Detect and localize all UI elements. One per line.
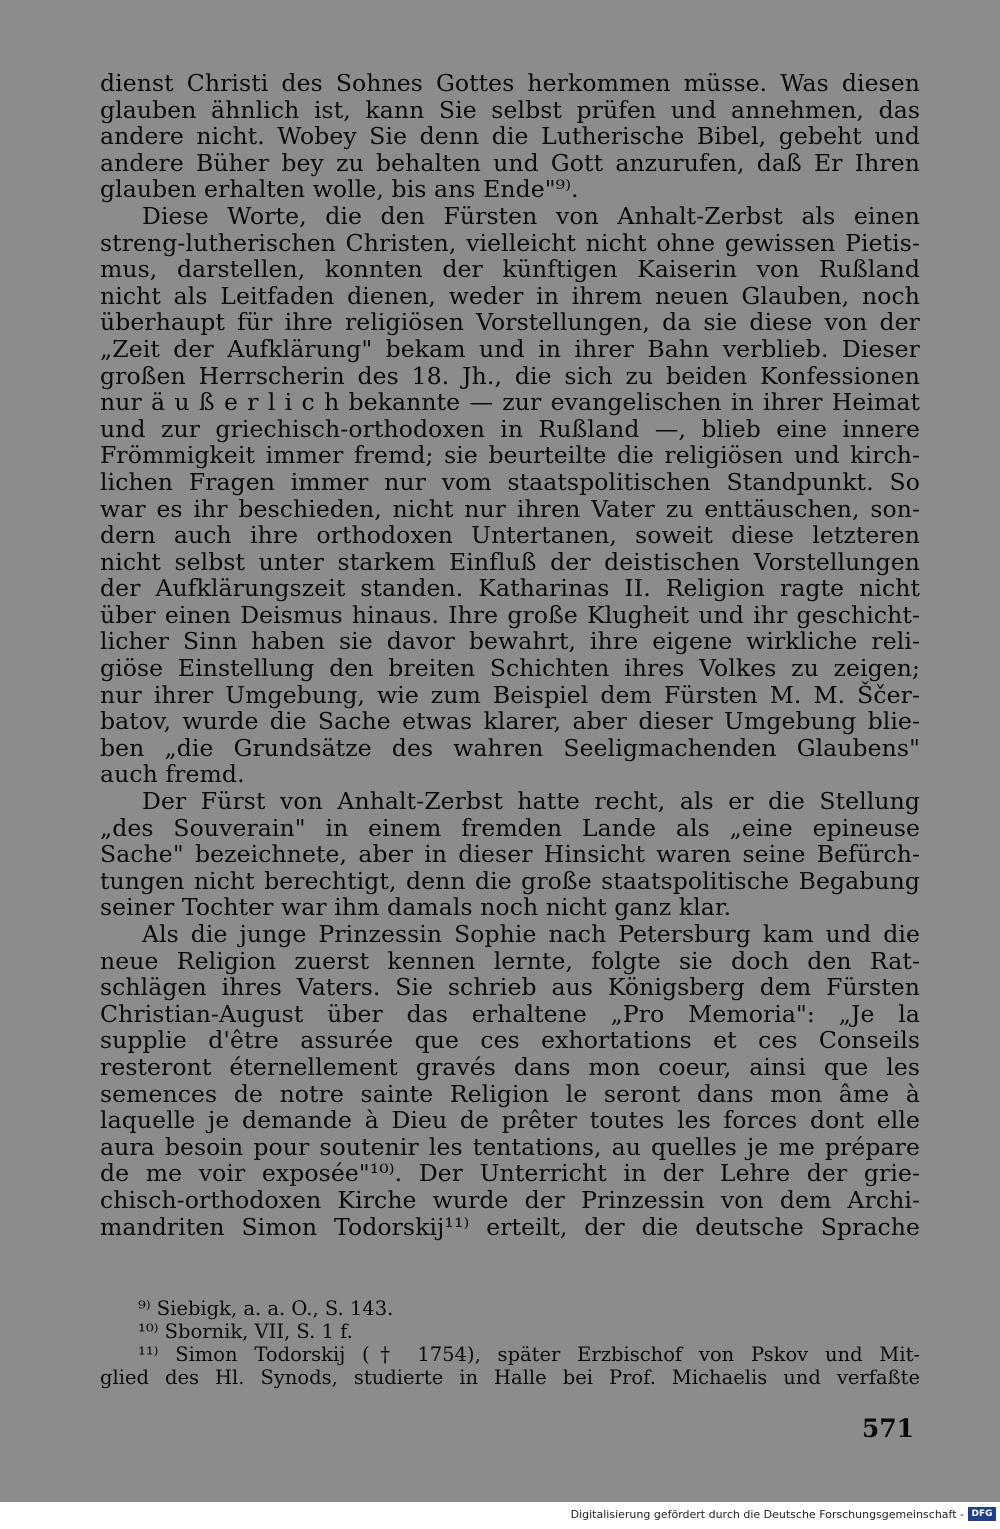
text-line: nur ihrer Umgebung, wie zum Beispiel dem Fürsten M. M. Ščer-: [100, 680, 920, 709]
text-line: Diese Worte, die den Fürsten von Anhalt-Zerbst als einen: [142, 201, 920, 230]
text-line: mus, darstellen, konnten der künftigen Kaiserin von Rußland: [100, 255, 920, 284]
footnote-line: ⁹⁾ Siebigk, a. a. O., S. 143.: [138, 1297, 394, 1320]
text-line: über einen Deismus hinaus. Ihre große Klugheit und ihr geschicht-: [100, 600, 920, 629]
text-line: ben „die Grundsätze des wahren Seeligmachenden Glaubens": [100, 733, 920, 762]
text-line: streng-lutherischen Christen, vielleicht nicht ohne gewissen Pietis-: [100, 228, 920, 257]
text-line: glauben ähnlich ist, kann Sie selbst prüfen und annehmen, das: [100, 95, 920, 124]
footnote-line: ¹⁰⁾ Sbornik, VII, S. 1 f.: [138, 1320, 353, 1343]
digitization-footer: [0, 1502, 1000, 1529]
text-line: nicht selbst unter starkem Einfluß der deistischen Vorstellungen: [100, 547, 920, 576]
text-line: de me voir exposée"¹⁰⁾. Der Unterricht in der Lehre der grie-: [100, 1159, 920, 1188]
text-line: mandriten Simon Todorskij¹¹⁾ erteilt, der die deutsche Sprache: [100, 1212, 920, 1241]
text-line: lichen Fragen immer nur vom staatspolitischen Standpunkt. So: [100, 467, 920, 496]
text-line: dern auch ihre orthodoxen Untertanen, soweit diese letzteren: [100, 521, 920, 550]
text-line: nur ä u ß e r l i c h bekannte — zur evangelischen in ihrer Heimat: [100, 388, 920, 417]
text-line: glauben erhalten wolle, bis ans Ende"⁹⁾.: [100, 175, 579, 204]
text-line: supplie d'être assurée que ces exhortations et ces Conseils: [100, 1026, 920, 1055]
digitization-notice: Digitalisierung gefördert durch die Deutsche Forschungsgemeinschaft -: [570, 1508, 964, 1521]
text-line: licher Sinn haben sie davor bewahrt, ihre eigene wirkliche reli-: [100, 627, 920, 656]
text-line: laquelle je demande à Dieu de prêter toutes les forces dont elle: [100, 1106, 920, 1135]
text-line: andere nicht. Wobey Sie denn die Lutherische Bibel, gebeht und: [100, 122, 920, 151]
text-line: Christian-August über das erhaltene „Pro Memoria": „Je la: [100, 999, 920, 1028]
text-line: neue Religion zuerst kennen lernte, folgte sie doch den Rat-: [100, 946, 920, 975]
text-line: chisch-orthodoxen Kirche wurde der Prinzessin von dem Archi-: [100, 1185, 920, 1214]
page-number: 571: [861, 1414, 914, 1443]
text-line: Sache" bezeichnete, aber in dieser Hinsicht waren seine Befürch-: [100, 840, 920, 869]
text-line: batov, wurde die Sache etwas klarer, aber dieser Umgebung blie-: [100, 707, 920, 736]
text-line: großen Herrscherin des 18. Jh., die sich zu beiden Konfessionen: [100, 361, 920, 390]
text-line: überhaupt für ihre religiösen Vorstellungen, da sie diese von der: [100, 308, 920, 337]
text-line: „des Souverain" in einem fremden Lande als „eine epineuse: [100, 813, 920, 842]
text-line: und zur griechisch-orthodoxen in Rußland —, blieb eine innere: [100, 414, 920, 443]
text-line: dienst Christi des Sohnes Gottes herkommen müsse. Was diesen: [100, 69, 920, 97]
text-line: „Zeit der Aufklärung" bekam und in ihrer Bahn verblieb. Dieser: [100, 334, 920, 363]
text-line: seiner Tochter war ihm damals noch nicht ganz klar.: [100, 893, 732, 922]
text-line: war es ihr beschieden, nicht nur ihren Vater zu enttäuschen, son-: [100, 494, 920, 523]
text-line: Frömmigkeit immer fremd; sie beurteilte die religiösen und kirch-: [100, 441, 920, 470]
main-text-body: [100, 70, 920, 1240]
text-line: giöse Einstellung den breiten Schichten ihres Volkes zu zeigen;: [100, 654, 920, 683]
text-line: Der Fürst von Anhalt-Zerbst hatte recht, als er die Stellung: [142, 787, 920, 816]
text-line: andere Büher bey zu behalten und Gott anzurufen, daß Er Ihren: [100, 148, 920, 177]
footnote-line: ¹¹⁾ Simon Todorskij († 1754), später Erzbischof von Pskov und Mit-: [138, 1343, 920, 1366]
text-line: tungen nicht berechtigt, denn die große staatspolitische Begabung: [100, 866, 920, 895]
dfg-logo-icon: DFG: [968, 1507, 996, 1521]
text-line: semences de notre sainte Religion le seront dans mon âme à: [100, 1079, 920, 1108]
text-line: nicht als Leitfaden dienen, weder in ihrem neuen Glauben, noch: [100, 281, 920, 310]
text-line: Als die junge Prinzessin Sophie nach Petersburg kam und die: [142, 920, 920, 948]
footnote-line: glied des Hl. Synods, studierte in Halle bei Prof. Michaelis und verfaßte: [100, 1366, 920, 1389]
text-line: der Aufklärungszeit standen. Katharinas II. Religion ragte nicht: [100, 574, 920, 603]
text-line: schlägen ihres Vaters. Sie schrieb aus Königsberg dem Fürsten: [100, 973, 920, 1002]
footnotes: [100, 1297, 920, 1389]
text-line: aura besoin pour soutenir les tentations, au quelles je me prépare: [100, 1132, 920, 1161]
text-line: auch fremd.: [100, 760, 245, 789]
text-line: resteront éternellement gravés dans mon coeur, ainsi que les: [100, 1052, 920, 1081]
